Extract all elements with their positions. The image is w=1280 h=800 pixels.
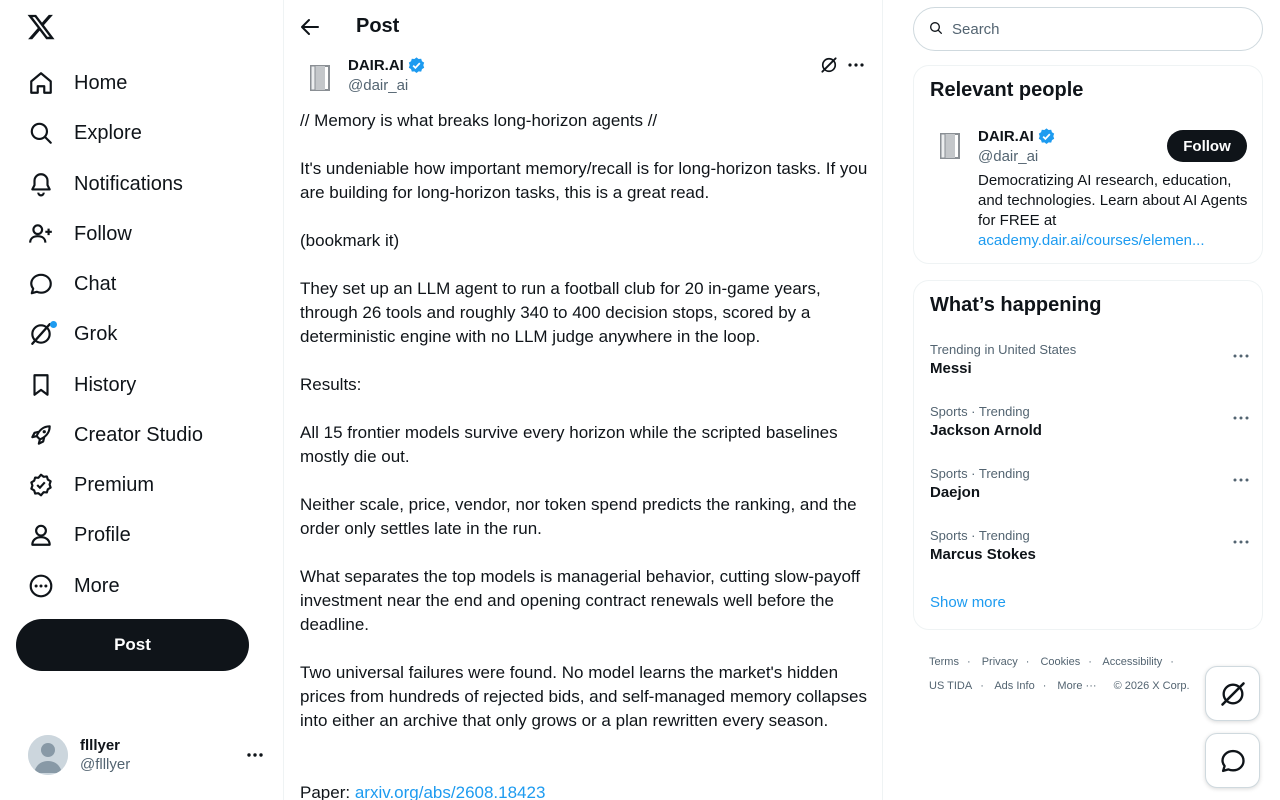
footer-link[interactable]: Cookies [1040, 656, 1081, 668]
main-column [284, 0, 883, 800]
trend-item[interactable] [930, 466, 1248, 510]
nav-item-home[interactable] [28, 63, 127, 103]
nav-item-more[interactable] [28, 566, 120, 606]
grok-icon [28, 321, 54, 347]
person-avatar[interactable] [930, 126, 970, 166]
grok-float-button[interactable] [1205, 666, 1260, 721]
person-name-text: DAIR.AI [978, 128, 1034, 145]
footer-link[interactable]: Accessibility [1102, 656, 1163, 668]
copyright: © 2026 X Corp. [1113, 680, 1190, 692]
author-name[interactable] [348, 56, 426, 75]
nav-item-premium[interactable] [28, 465, 154, 505]
account-name: flllyer [80, 737, 121, 754]
nav-item-follow[interactable] [28, 214, 132, 254]
grok-icon[interactable] [819, 55, 839, 75]
bell-icon [28, 171, 54, 197]
more-dots-icon[interactable] [1231, 532, 1251, 552]
search-box[interactable] [913, 7, 1263, 51]
nav-label: Notifications [74, 172, 183, 195]
person-handle: @dair_ai [978, 148, 1039, 165]
account-switcher[interactable] [28, 733, 273, 777]
nav-label: Profile [74, 523, 131, 546]
footer-links: Terms · Privacy · Cookies · Accessibility · US TIDA · Ads Info · More ··· © 2026 X Corp. [929, 656, 1190, 692]
messages-float-button[interactable] [1205, 733, 1260, 788]
footer-link[interactable]: Ads Info [994, 680, 1035, 692]
x-logo-icon[interactable] [26, 12, 58, 44]
show-more-link[interactable]: Show more [930, 594, 1006, 611]
person-bio: Democratizing AI research, education, and technologies. Learn about AI Agents for FREE at [978, 172, 1248, 229]
nav-label: Chat [74, 272, 117, 295]
trend-name: Marcus Stokes [930, 546, 1036, 563]
verified-badge-icon [28, 472, 54, 498]
add-user-icon [28, 221, 54, 247]
search-icon [28, 120, 54, 146]
more-dots-icon[interactable] [846, 55, 866, 75]
more-circle-icon [28, 573, 54, 599]
nav-label: Premium [74, 473, 155, 496]
nav-label: Home [74, 71, 128, 94]
nav-item-creator-studio[interactable] [28, 415, 203, 455]
paper-label: Paper: [300, 783, 351, 800]
post-body-text: // Memory is what breaks long-horizon agents // It's undeniable how important memory/recall is for long-horizon tasks. If you are building for long-horizon tasks, this is a great read. (bookmark it) They set up an LLM agent to run a football club for 20 in-game years, through 26 tools and roughly 340 to 400 decision stops, scored by a deterministic engine with no LLM judge anywhere in the loop. Results: All 15 frontier models survive every horizon while the scripted baselines mostly die out. Neither scale, price, vendor, nor token spend predicts the ranking, and the order only settles late in the run. What separates the top models is managerial behavior, cutting slow-payoff investment near the end and opening contract renewals well before the deadline. Two universal failures were found. No model learns the market's hidden prices from hundreds of rejected bids, and self-managed memory collapses into either an archive that only grows or a plan rewritten every season. [300, 111, 868, 730]
nav-item-explore[interactable] [28, 113, 142, 153]
paper-link[interactable]: arxiv.org/abs/2608.18423 [354, 783, 546, 800]
footer-link[interactable]: Terms [929, 656, 959, 668]
account-handle: @flllyer [80, 756, 131, 773]
nav-item-notifications[interactable] [28, 164, 183, 204]
nav-item-grok[interactable] [28, 314, 117, 354]
person-bio-link[interactable]: academy.dair.ai/courses/elemen... [978, 232, 1205, 249]
trend-meta: Sports · Trending [930, 466, 1030, 481]
back-arrow-icon[interactable] [298, 15, 322, 39]
more-dots-icon[interactable] [1231, 470, 1251, 490]
nav-label: More [74, 574, 120, 597]
trend-item[interactable] [930, 342, 1248, 386]
more-dots-icon[interactable] [245, 745, 265, 765]
footer-link[interactable]: US TIDA [929, 680, 973, 692]
paper-line [300, 781, 545, 800]
trend-meta: Trending in United States [930, 342, 1077, 357]
nav-item-history[interactable] [28, 365, 136, 405]
nav-label: History [74, 373, 137, 396]
rocket-icon [28, 422, 54, 448]
relevant-people-card [913, 65, 1263, 264]
person-name[interactable] [978, 127, 1056, 146]
post-button[interactable]: Post [16, 619, 249, 671]
nav-label: Follow [74, 222, 132, 245]
nav-label: Grok [74, 322, 118, 345]
person-icon [28, 522, 54, 548]
author-avatar[interactable] [300, 58, 340, 98]
trend-item[interactable] [930, 528, 1248, 572]
trend-name: Jackson Arnold [930, 422, 1042, 439]
follow-button[interactable]: Follow [1167, 130, 1247, 162]
bookmark-icon [28, 372, 54, 398]
left-sidebar [0, 0, 284, 800]
nav-label: Creator Studio [74, 423, 203, 446]
trend-item[interactable] [930, 404, 1248, 448]
search-icon [928, 20, 946, 38]
notification-dot [50, 321, 57, 328]
more-dots-icon[interactable] [1231, 408, 1251, 428]
verified-badge-icon [1037, 127, 1056, 146]
search-input[interactable] [952, 21, 1232, 38]
trend-name: Messi [930, 360, 972, 377]
more-dots-icon[interactable] [1231, 346, 1251, 366]
footer-link[interactable]: More ··· [1057, 680, 1097, 692]
relevant-people-title: Relevant people [930, 79, 1084, 101]
chat-bubble-icon [1219, 747, 1247, 775]
whats-happening-card [913, 280, 1263, 630]
author-name-text: DAIR.AI [348, 57, 404, 74]
nav-item-profile[interactable] [28, 515, 131, 555]
trend-meta: Sports · Trending [930, 528, 1030, 543]
footer-link[interactable]: Privacy [981, 656, 1018, 668]
home-icon [28, 70, 54, 96]
avatar [28, 735, 68, 775]
trend-meta: Sports · Trending [930, 404, 1030, 419]
nav-item-chat[interactable] [28, 264, 116, 304]
chat-bubble-icon [28, 271, 54, 297]
whats-happening-title: What’s happening [930, 294, 1102, 316]
author-handle[interactable]: @dair_ai [348, 77, 409, 94]
verified-badge-icon [407, 56, 426, 75]
grok-icon [1219, 680, 1247, 708]
page-title: Post [356, 15, 400, 37]
nav-label: Explore [74, 121, 142, 144]
trend-name: Daejon [930, 484, 981, 501]
